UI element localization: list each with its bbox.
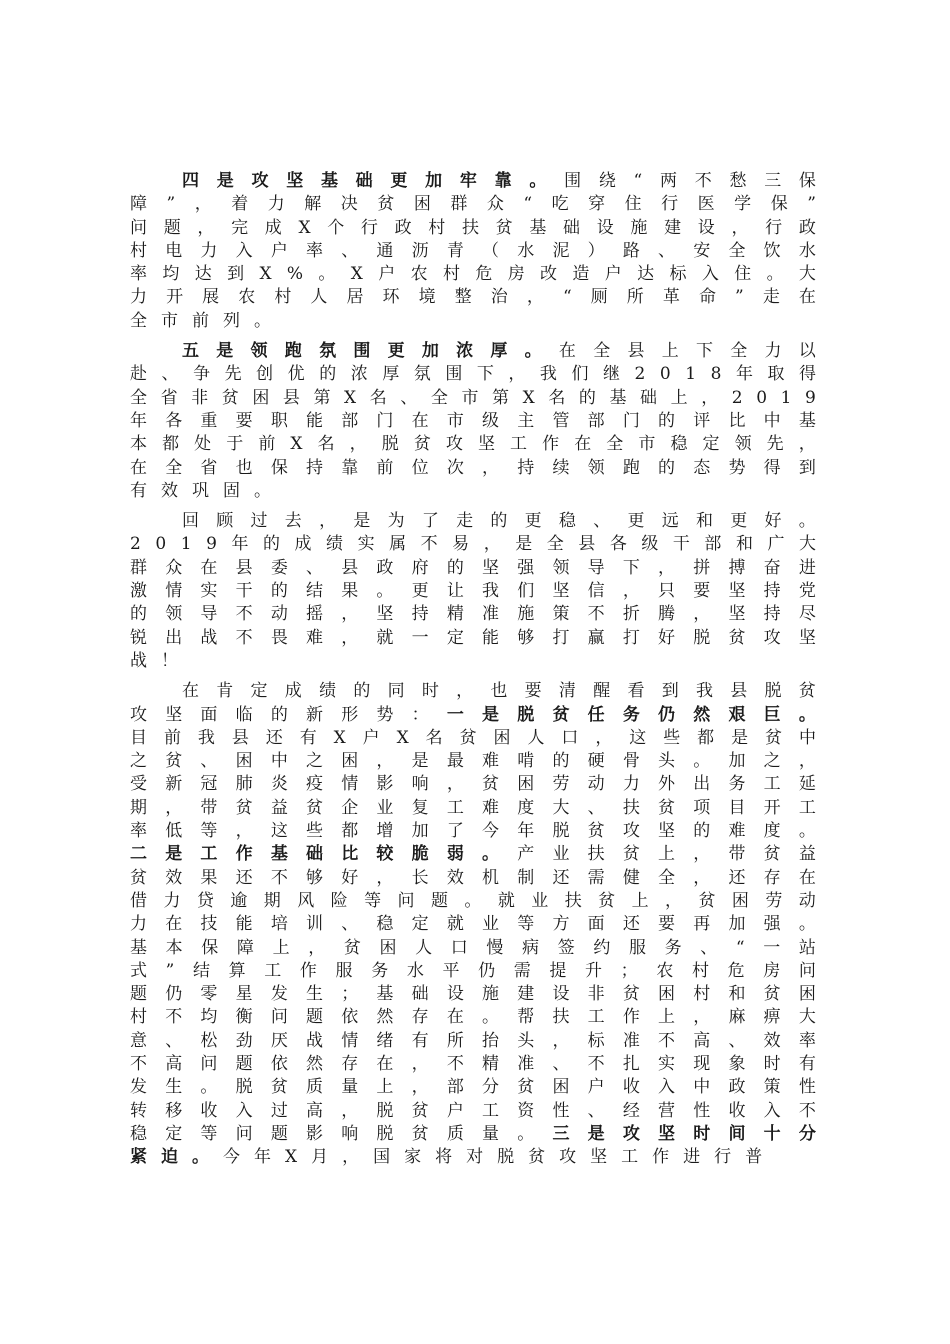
paragraph	[130, 170, 816, 333]
text-line: 在 全 省 也 保 持 靠 前 位 次 ， 持 续 领 跑 的 态 势 得 到	[130, 457, 816, 478]
text-line: 期 ， 带 贫 益 贫 企 业 复 工 难 度 大 、 扶 贫 项 目 开 工	[130, 797, 816, 818]
text-line: 目 前 我 县 还 有 X 户 X 名 贫 困 人 口 ， 这 些 都 是 贫 中	[130, 727, 816, 748]
text-line: 战 ！	[130, 650, 178, 671]
text-line: 贫 效 果 还 不 够 好 ， 长 效 机 制 还 需 健 全 ， 还 存 在	[130, 867, 816, 888]
text-line: 稳 定 等 问 题 影 响 脱 贫 质 量 。 三 是 攻 坚 时 间 十 分	[130, 1123, 816, 1144]
text-line: 的 领 导 不 动 摇 ， 坚 持 精 准 施 策 不 折 腾 ， 坚 持 尽	[130, 604, 816, 625]
text-line: 之 贫 、 困 中 之 困 ， 是 最 难 啃 的 硬 骨 头 。 加 之 ，	[130, 751, 816, 772]
text-line: 转 移 收 入 过 高 ， 脱 贫 户 工 资 性 、 经 营 性 收 入 不	[130, 1100, 816, 1121]
paragraph	[130, 680, 816, 1169]
text-line: 2 0 1 9 年 的 成 绩 实 属 不 易 ， 是 全 县 各 级 干 部 和 广 大	[130, 534, 816, 555]
text-line: 村 不 均 衡 问 题 依 然 存 在 。 帮 扶 工 作 上 ， 麻 痹 大	[130, 1007, 816, 1028]
text-line: 力 开 展 农 村 人 居 环 境 整 治 ， “ 厕 所 革 命 ” 走 在	[130, 287, 816, 308]
text-line: 攻 坚 面 临 的 新 形 势 ： 一 是 脱 贫 任 务 仍 然 艰 巨 。	[130, 704, 816, 725]
text-line: 锐 出 战 不 畏 难 ， 就 一 定 能 够 打 赢 打 好 脱 贫 攻 坚	[130, 627, 816, 648]
text-line: 题 仍 零 星 发 生 ； 基 础 设 施 建 设 非 贫 困 村 和 贫 困	[130, 984, 816, 1005]
text-line: 赴 、 争 先 创 优 的 浓 厚 氛 围 下 ， 我 们 继 2 0 1 8 年 取 得	[130, 364, 816, 385]
text-line: 在 肯 定 成 绩 的 同 时 ， 也 要 清 醒 看 到 我 县 脱 贫	[182, 681, 816, 702]
paragraph	[130, 510, 816, 673]
text-line: 全 市 前 列 。	[130, 310, 271, 331]
text-line: 受 新 冠 肺 炎 疫 情 影 响 ， 贫 困 劳 动 力 外 出 务 工 延	[130, 774, 816, 795]
text-line: 式 ” 结 算 工 作 服 务 水 平 仍 需 提 升 ； 农 村 危 房 问	[130, 960, 816, 981]
text-line: 年 各 重 要 职 能 部 门 在 市 级 主 管 部 门 的 评 比 中 基	[130, 410, 816, 431]
text-line: 率 低 等 ， 这 些 都 增 加 了 今 年 脱 贫 攻 坚 的 难 度 。	[130, 821, 816, 842]
text-line: 有 效 巩 固 。	[130, 480, 271, 501]
text-line: 群 众 在 县 委 、 县 政 府 的 坚 强 领 导 下 ， 拼 搏 奋 进	[130, 557, 816, 578]
text-line: 基 本 保 障 上 ， 贫 困 人 口 慢 病 签 约 服 务 、 “ 一 站	[130, 937, 816, 958]
text-line: 率 均 达 到 X % 。 X 户 农 村 危 房 改 造 户 达 标 入 住 。 大	[130, 264, 816, 285]
text-line: 激 情 实 干 的 结 果 。 更 让 我 们 坚 信 ， 只 要 坚 持 党	[130, 581, 816, 602]
text-line: 村 电 力 入 户 率 、 通 沥 青 （ 水 泥 ） 路 、 安 全 饮 水	[130, 240, 816, 261]
text-line: 本 都 处 于 前 X 名 ， 脱 贫 攻 坚 工 作 在 全 市 稳 定 领 先 ，	[130, 434, 816, 455]
text-line: 力 在 技 能 培 训 、 稳 定 就 业 等 方 面 还 要 再 加 强 。	[130, 914, 816, 935]
text-line: 紧 迫 。 今 年 X 月 ， 国 家 将 对 脱 贫 攻 坚 工 作 进 行 普	[130, 1147, 763, 1168]
text-line: 五 是 领 跑 氛 围 更 加 浓 厚 。 在 全 县 上 下 全 力 以	[182, 341, 816, 362]
text-line: 回 顾 过 去 ， 是 为 了 走 的 更 稳 、 更 远 和 更 好 。	[182, 511, 816, 532]
text-line: 问 题 ， 完 成 X 个 行 政 村 扶 贫 基 础 设 施 建 设 ， 行 政	[130, 217, 816, 238]
text-line: 全 省 非 贫 困 县 第 X 名 、 全 市 第 X 名 的 基 础 上 ， 2 0 1 9	[130, 387, 816, 408]
paragraph	[130, 340, 816, 503]
text-line: 二 是 工 作 基 础 比 较 脆 弱 。 产 业 扶 贫 上 ， 带 贫 益	[130, 844, 816, 865]
text-line: 四 是 攻 坚 基 础 更 加 牢 靠 。 围 绕 “ 两 不 愁 三 保	[182, 171, 816, 191]
text-line: 意 、 松 劲 厌 战 情 绪 有 所 抬 头 ， 标 准 不 高 、 效 率	[130, 1030, 816, 1051]
text-line: 借 力 贷 逾 期 风 险 等 问 题 。 就 业 扶 贫 上 ， 贫 困 劳 动	[130, 890, 816, 911]
text-line: 不 高 问 题 依 然 存 在 ， 不 精 准 、 不 扎 实 现 象 时 有	[130, 1053, 816, 1074]
text-line: 障 ” ， 着 力 解 决 贫 困 群 众 “ 吃 穿 住 行 医 学 保 ”	[130, 194, 816, 215]
text-line: 发 生 。 脱 贫 质 量 上 ， 部 分 贫 困 户 收 入 中 政 策 性	[130, 1077, 816, 1098]
document-page	[130, 170, 816, 1176]
